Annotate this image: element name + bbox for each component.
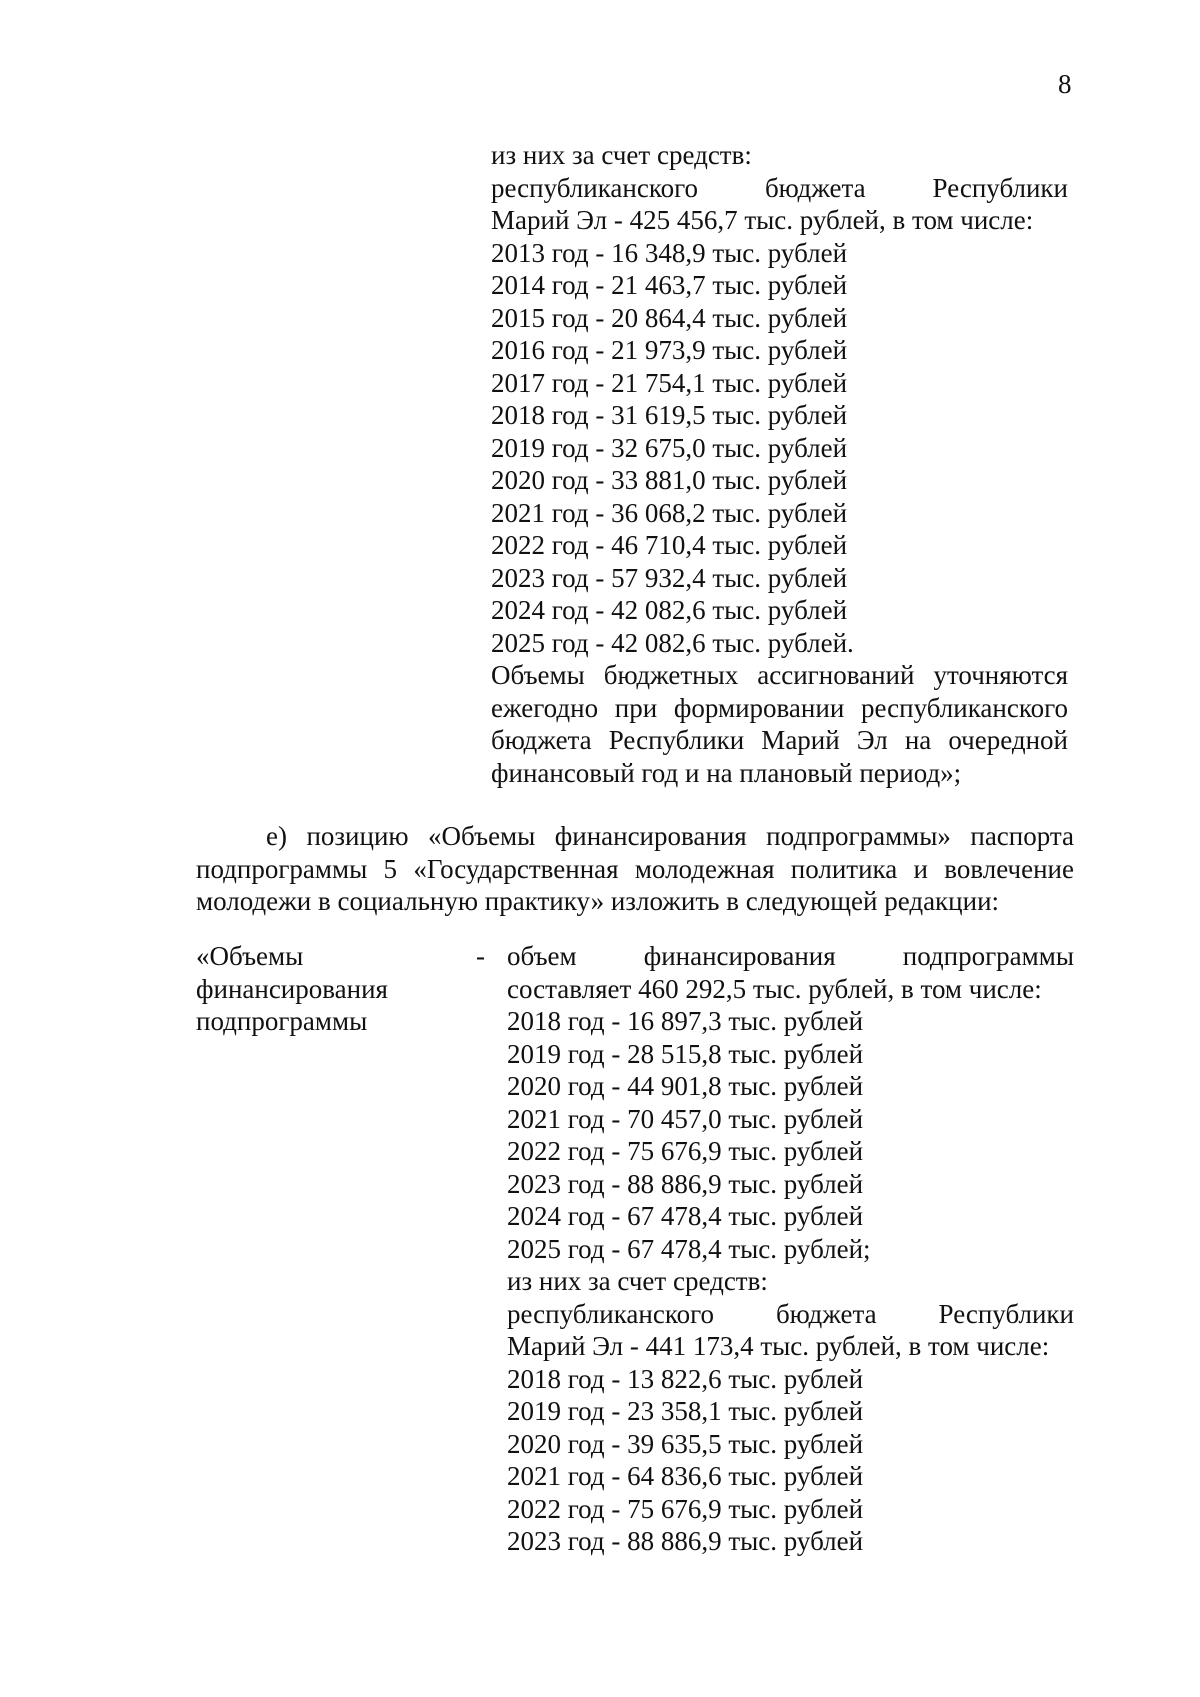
budget-line [507, 1298, 1074, 1331]
note-line: Объемы бюджетных ассигнований уточняются [491, 660, 1068, 690]
funding-source-line: из них за счет средств: [507, 1266, 768, 1296]
year-amount-line: 2023 год - 88 886,9 тыс. рублей [507, 1168, 864, 1199]
passport-label-line: подпрограммы [196, 1006, 368, 1036]
year-amount-line: 2021 год - 64 836,6 тыс. рублей [507, 1461, 864, 1491]
year-amount-line: 2016 год - 21 973,9 тыс. рублей [491, 335, 848, 365]
year-amount-line: 2021 год - 36 068,2 тыс. рублей [491, 497, 848, 528]
year-amount-line: 2020 год - 33 881,0 тыс. рублей [491, 465, 848, 495]
year-amount-line: 2023 год - 88 886,9 тыс. рублей [507, 1526, 864, 1556]
volume-word: финансирования [643, 941, 836, 971]
instruction-line: молодежи в социальную практику» изложить в следующей редакции: [196, 886, 1000, 916]
funding-continuation-block [491, 139, 1068, 789]
volume-word: объем [507, 941, 577, 971]
budget-word: Республики [938, 1298, 1074, 1329]
year-amount-line: 2022 год - 75 676,9 тыс. рублей [507, 1493, 864, 1524]
year-amount-line: 2023 год - 57 932,4 тыс. рублей [491, 562, 848, 593]
year-amount-line: 2024 год - 67 478,4 тыс. рублей [507, 1201, 864, 1231]
year-amount-line: 2021 год - 70 457,0 тыс. рублей [507, 1103, 864, 1134]
budget-word: республиканского [491, 172, 698, 203]
year-amount-line: 2019 год - 23 358,1 тыс. рублей [507, 1396, 864, 1426]
budget-total-line: Марий Эл - 441 173,4 тыс. рублей, в том числе: [507, 1331, 1050, 1361]
amendment-instruction [196, 820, 1074, 918]
passport-label [196, 940, 456, 1038]
page-number: 8 [1058, 69, 1072, 99]
year-amount-line: 2013 год - 16 348,9 тыс. рублей [491, 237, 848, 268]
instruction-line: е) позицию «Объемы финансирования подпрограммы» паспорта [266, 821, 1074, 851]
note-line: финансовый год и на плановый период»; [491, 757, 962, 788]
year-amount-line: 2020 год - 39 635,5 тыс. рублей [507, 1428, 864, 1459]
year-amount-line: 2025 год - 67 478,4 тыс. рублей; [507, 1233, 871, 1264]
volume-line [507, 940, 1074, 973]
budget-word: бюджета [775, 1298, 877, 1329]
funding-source-line: из них за счет средств: [491, 140, 752, 170]
passport-label-line: «Объемы [196, 941, 304, 971]
year-amount-line: 2018 год - 16 897,3 тыс. рублей [507, 1006, 864, 1036]
year-amount-line: 2022 год - 75 676,9 тыс. рублей [507, 1136, 864, 1166]
budget-word: республиканского [507, 1298, 714, 1329]
budget-line [491, 172, 1068, 205]
passport-value [507, 940, 1074, 1558]
passport-label-line: финансирования [196, 973, 388, 1004]
note-line: ежегодно при формировании республиканского [491, 692, 1068, 723]
year-amount-line: 2024 год - 42 082,6 тыс. рублей [491, 595, 848, 625]
passport-dash: - [476, 941, 485, 971]
year-amount-line: 2014 год - 21 463,7 тыс. рублей [491, 270, 848, 300]
year-amount-line: 2022 год - 46 710,4 тыс. рублей [491, 530, 848, 560]
note-line: бюджета Республики Марий Эл на очередной [491, 725, 1068, 755]
year-amount-line: 2017 год - 21 754,1 тыс. рублей [491, 367, 848, 398]
year-amount-line: 2020 год - 44 901,8 тыс. рублей [507, 1071, 864, 1101]
budget-word: Республики [932, 172, 1068, 203]
volume-word: подпрограммы [902, 941, 1074, 971]
year-amount-line: 2025 год - 42 082,6 тыс. рублей. [491, 627, 854, 658]
year-amount-line: 2015 год - 20 864,4 тыс. рублей [491, 302, 848, 333]
instruction-line: подпрограммы 5 «Государственная молодежная политика и вовлечение [196, 853, 1074, 884]
year-amount-line: 2019 год - 28 515,8 тыс. рублей [507, 1038, 864, 1069]
volume-total-line: составляет 460 292,5 тыс. рублей, в том числе: [507, 973, 1042, 1004]
year-amount-line: 2018 год - 31 619,5 тыс. рублей [491, 400, 848, 430]
budget-total-line: Марий Эл - 425 456,7 тыс. рублей, в том числе: [491, 205, 1034, 235]
year-amount-line: 2019 год - 32 675,0 тыс. рублей [491, 432, 848, 463]
year-amount-line: 2018 год - 13 822,6 тыс. рублей [507, 1363, 864, 1394]
budget-word: бюджета [764, 172, 866, 203]
